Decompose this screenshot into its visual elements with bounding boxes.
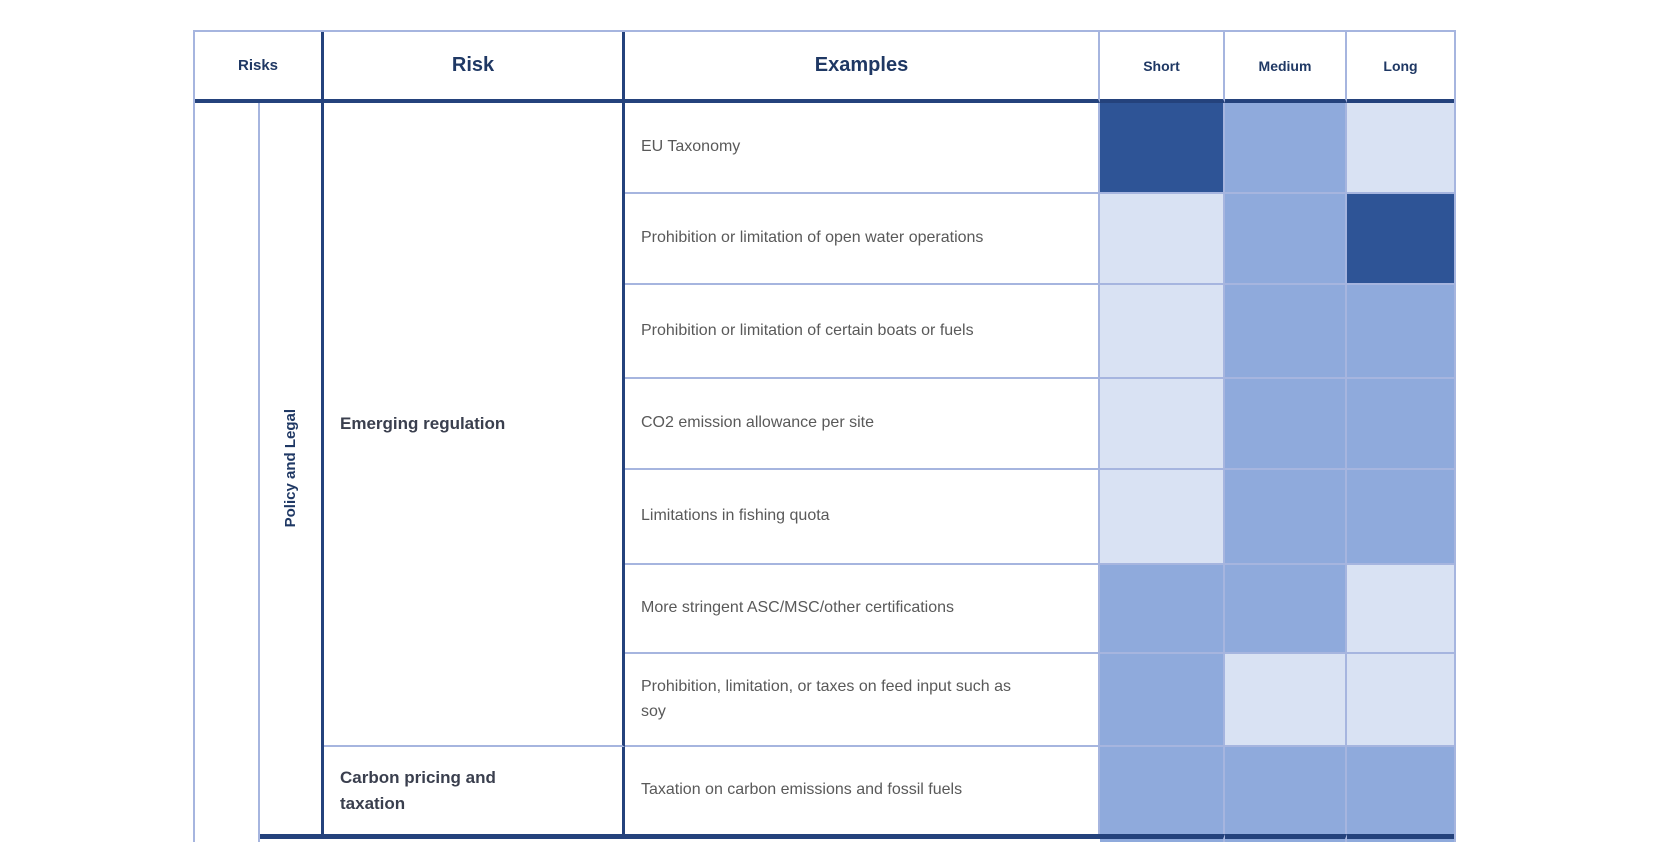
rating-cell-long — [1347, 285, 1454, 379]
rating-cell-short — [1100, 470, 1225, 565]
rating-cell-long — [1347, 747, 1454, 834]
rating-cell-long — [1347, 565, 1454, 654]
rating-cell-short — [1100, 285, 1225, 379]
risk-name-emerging-regulation — [324, 103, 625, 747]
rating-cell-short — [1100, 194, 1225, 285]
rating-cell-short — [1100, 103, 1225, 194]
risk-category-label: Policy and Legal — [282, 409, 299, 528]
example-cell — [625, 470, 1100, 565]
rating-cell-medium — [1225, 747, 1347, 834]
example-text: Prohibition or limitation of certain boats or fuels — [641, 321, 974, 339]
risk-name-label: Carbon pricing and taxation — [340, 768, 496, 813]
rating-cell-short — [1100, 654, 1225, 747]
example-text: Prohibition or limitation of open water operations — [641, 229, 984, 247]
rating-cell-medium — [1225, 654, 1347, 747]
rating-cell-long — [1347, 103, 1454, 194]
example-text: CO2 emission allowance per site — [641, 414, 874, 432]
rating-cell-long — [1347, 654, 1454, 747]
example-cell — [625, 194, 1100, 285]
rating-cell-medium — [1225, 285, 1347, 379]
rating-cell-medium — [1225, 565, 1347, 654]
example-text: More stringent ASC/MSC/other certifications — [641, 599, 955, 617]
column-header-long: Long — [1347, 32, 1454, 103]
column-header-short: Short — [1100, 32, 1225, 103]
rating-cell-long — [1347, 379, 1454, 470]
risk-assessment-table — [193, 30, 1456, 842]
column-header-risk: Risk — [324, 32, 625, 103]
rating-cell-medium — [1225, 103, 1347, 194]
rating-cell-short — [1100, 379, 1225, 470]
example-cell — [625, 379, 1100, 470]
example-cell — [625, 103, 1100, 194]
example-cell — [625, 285, 1100, 379]
risk-category-cell — [260, 103, 324, 834]
risk-name-label: Emerging regulation — [340, 414, 506, 434]
rating-cell-medium — [1225, 470, 1347, 565]
rating-cell-long — [1347, 470, 1454, 565]
rating-cell-short — [1100, 747, 1225, 834]
example-cell — [625, 747, 1100, 834]
example-text: EU Taxonomy — [641, 138, 741, 156]
rating-cell-short — [1100, 565, 1225, 654]
example-text: Taxation on carbon emissions and fossil fuels — [641, 781, 963, 799]
example-text: Prohibition, limitation, or taxes on feed input such as soy — [641, 677, 1011, 720]
example-cell — [625, 565, 1100, 654]
risk-name-carbon-pricing — [324, 747, 625, 834]
rating-cell-medium — [1225, 194, 1347, 285]
column-header-examples: Examples — [625, 32, 1100, 103]
column-header-medium: Medium — [1225, 32, 1347, 103]
example-text: Limitations in fishing quota — [641, 507, 830, 525]
risk-group-spacer-cell — [195, 103, 260, 842]
rating-cell-medium — [1225, 379, 1347, 470]
rating-cell-long — [1347, 194, 1454, 285]
column-header-risks: Risks — [195, 32, 324, 103]
example-cell — [625, 654, 1100, 747]
